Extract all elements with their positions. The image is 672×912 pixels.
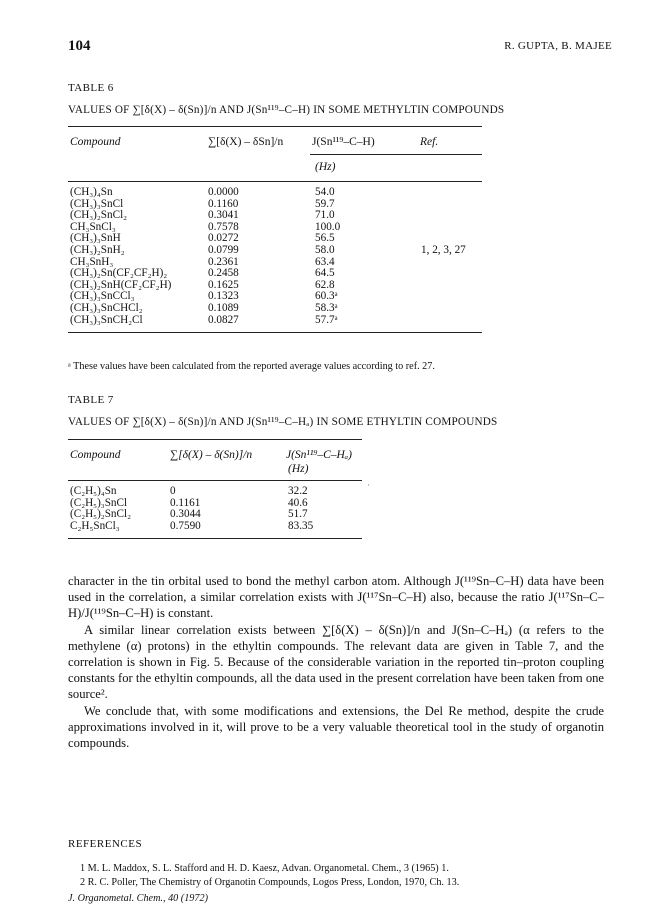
table6-caption: VALUES OF ∑[δ(X) – δ(Sn)]/n AND J(Sn¹¹⁹–C–H) IN SOME METHYLTIN COMPOUNDS bbox=[68, 104, 505, 116]
table-cell: 56.5 bbox=[315, 232, 335, 245]
table-cell: (C₂H₅)₂SnCl₂ bbox=[70, 508, 131, 521]
table-cell: (CH₃)₃SnCl bbox=[70, 197, 124, 210]
table-cell: 32.2 bbox=[288, 485, 308, 497]
table-cell: 0.0827 bbox=[208, 313, 239, 326]
table6-compound-column bbox=[70, 187, 171, 326]
paragraph-3: We conclude that, with some modifications and extensions, the Del Re method, despite the crude approximations involved in it, will prove to be a very valuable theoretical tool in the study of organotin compounds. bbox=[68, 703, 604, 751]
table-cell: 0.7590 bbox=[170, 519, 201, 532]
table6-top-rule bbox=[68, 126, 482, 127]
table6-header-j: J(Sn¹¹⁹–C–H) bbox=[312, 136, 375, 148]
paragraph-2: A similar linear correlation exists between ∑[δ(X) – δ(Sn)]/n and J(Sn–C–Hₐ) (α refers to the methylene (α) protons) in the ethyltin compounds. The relevant data are given in Table 7, and the correlation is shown in Fig. 5. Because of the considerable variation in the reported tin–proton coupling constants for the ethyltin compounds, all the data used in the present correlation have been taken from one source². bbox=[68, 622, 604, 702]
table-cell: 60.3ᵃ bbox=[315, 290, 338, 303]
table-cell: 62.8 bbox=[315, 278, 335, 291]
table6-bottom-rule bbox=[68, 332, 482, 333]
table-cell: 0.1625 bbox=[208, 278, 239, 291]
running-header-authors: R. GUPTA, B. MAJEE bbox=[504, 40, 612, 52]
table-cell: 0.0799 bbox=[208, 243, 239, 256]
references-list bbox=[80, 862, 459, 889]
table-cell: 0.1323 bbox=[208, 290, 239, 303]
table-cell: (CH₃)₂SnH(CF₂CF₂H) bbox=[70, 278, 172, 291]
table6-header-ref: Ref. bbox=[420, 136, 439, 148]
table-cell: 71.0 bbox=[315, 209, 335, 222]
table-cell: (CH₃)₃SnCH₂Cl bbox=[70, 313, 143, 326]
table-cell: 83.35 bbox=[288, 519, 314, 532]
table7-compound-column bbox=[70, 486, 131, 532]
stray-mark: · bbox=[367, 480, 370, 490]
table-cell: 0.0000 bbox=[208, 186, 239, 198]
table6-sub-rule bbox=[310, 154, 482, 155]
table-cell: (CH₃)₃SnH bbox=[70, 232, 121, 245]
table7-header-sum: ∑[δ(X) – δ(Sn)]/n bbox=[170, 449, 253, 461]
table-cell: 0.3041 bbox=[208, 209, 239, 222]
table6-footnote: ᵃ These values have been calculated from the reported average values according to ref. 27. bbox=[68, 361, 435, 372]
table-cell: 0.1161 bbox=[170, 496, 201, 509]
table6-ref-cell: 1, 2, 3, 27 bbox=[421, 244, 466, 256]
table6-label: TABLE 6 bbox=[68, 82, 114, 94]
table-cell: 64.5 bbox=[315, 267, 335, 280]
table-cell: 0.2361 bbox=[208, 255, 239, 268]
references-heading: REFERENCES bbox=[68, 838, 143, 850]
table7-top-rule bbox=[68, 439, 362, 440]
table-cell: 63.4 bbox=[315, 255, 335, 268]
journal-footer: J. Organometal. Chem., 40 (1972) bbox=[68, 893, 208, 904]
table7-header-rule bbox=[68, 480, 362, 481]
table-cell: 0.0272 bbox=[208, 232, 239, 245]
table-cell: 58.0 bbox=[315, 243, 335, 256]
table-cell: 57.7ᵃ bbox=[315, 313, 338, 326]
table-cell: (CH₃)₂Sn(CF₂CF₂H)₂ bbox=[70, 267, 168, 280]
table7-bottom-rule bbox=[68, 538, 362, 539]
table-cell: CH₃SnCl₃ bbox=[70, 220, 116, 233]
body-text bbox=[68, 573, 604, 751]
table-cell: 100.0 bbox=[315, 220, 341, 233]
table7-header-unit: (Hz) bbox=[288, 463, 309, 475]
reference-item: 1 M. L. Maddox, S. L. Stafford and H. D. Kaesz, Advan. Organometal. Chem., 3 (1965) 1. bbox=[80, 863, 449, 874]
table-cell: C₂H₅SnCl₃ bbox=[70, 519, 120, 532]
table6-header-sum: ∑[δ(X) – δSn]/n bbox=[208, 136, 284, 148]
table-cell: 0.7578 bbox=[208, 220, 239, 233]
table-cell: 0.1089 bbox=[208, 301, 239, 314]
table-cell: (CH₃)₃SnCCl₃ bbox=[70, 290, 135, 303]
table-cell: 0.3044 bbox=[170, 508, 201, 521]
table-cell: 51.7 bbox=[288, 508, 308, 521]
table-cell: CH₃SnH₃ bbox=[70, 255, 114, 268]
table-cell: 0 bbox=[170, 485, 176, 497]
table7-header-j: J(Sn¹¹⁹–C–Hₐ) bbox=[286, 449, 352, 461]
table6-header-compound: Compound bbox=[70, 136, 121, 148]
paragraph-1: character in the tin orbital used to bond the methyl carbon atom. Although J(¹¹⁹Sn–C–H) data have been used in the correlation, a similar correlation exists with J(¹¹⁷Sn–C–H) also, because the ratio J(¹¹⁷Sn–C–H)/J(¹¹⁹Sn–C–H) is constant. bbox=[68, 574, 604, 621]
table7-sum-column bbox=[170, 486, 201, 532]
table6-sum-column bbox=[208, 187, 239, 326]
table-cell: (CH₃)₂SnCl₂ bbox=[70, 209, 128, 222]
table-cell: (CH₃)₄Sn bbox=[70, 186, 113, 198]
table-cell: 0.2458 bbox=[208, 267, 239, 280]
table6-j-column bbox=[315, 187, 340, 326]
table-cell: 59.7 bbox=[315, 197, 335, 210]
reference-item: 2 R. C. Poller, The Chemistry of Organotin Compounds, Logos Press, London, 1970, Ch. 13. bbox=[80, 876, 460, 888]
table-cell: 40.6 bbox=[288, 496, 308, 509]
table7-header-compound: Compound bbox=[70, 449, 121, 461]
table-cell: (C₂H₅)₄Sn bbox=[70, 485, 117, 497]
table6-header-unit: (Hz) bbox=[315, 161, 336, 173]
table-cell: (CH₃)₂SnH₂ bbox=[70, 243, 125, 256]
table-cell: 58.3ᵃ bbox=[315, 301, 338, 314]
page-number: 104 bbox=[68, 38, 91, 54]
table-cell: (C₂H₅)₃SnCl bbox=[70, 496, 128, 509]
table7-caption: VALUES OF ∑[δ(X) – δ(Sn)]/n AND J(Sn¹¹⁹–C–Hₐ) IN SOME ETHYLTIN COMPOUNDS bbox=[68, 416, 498, 428]
table7-label: TABLE 7 bbox=[68, 394, 114, 406]
table-cell: 54.0 bbox=[315, 186, 335, 198]
table-cell: 0.1160 bbox=[208, 197, 239, 210]
table7-j-column bbox=[288, 486, 313, 532]
table-cell: (CH₃)₃SnCHCl₂ bbox=[70, 301, 143, 314]
table6-header-rule bbox=[68, 181, 482, 182]
